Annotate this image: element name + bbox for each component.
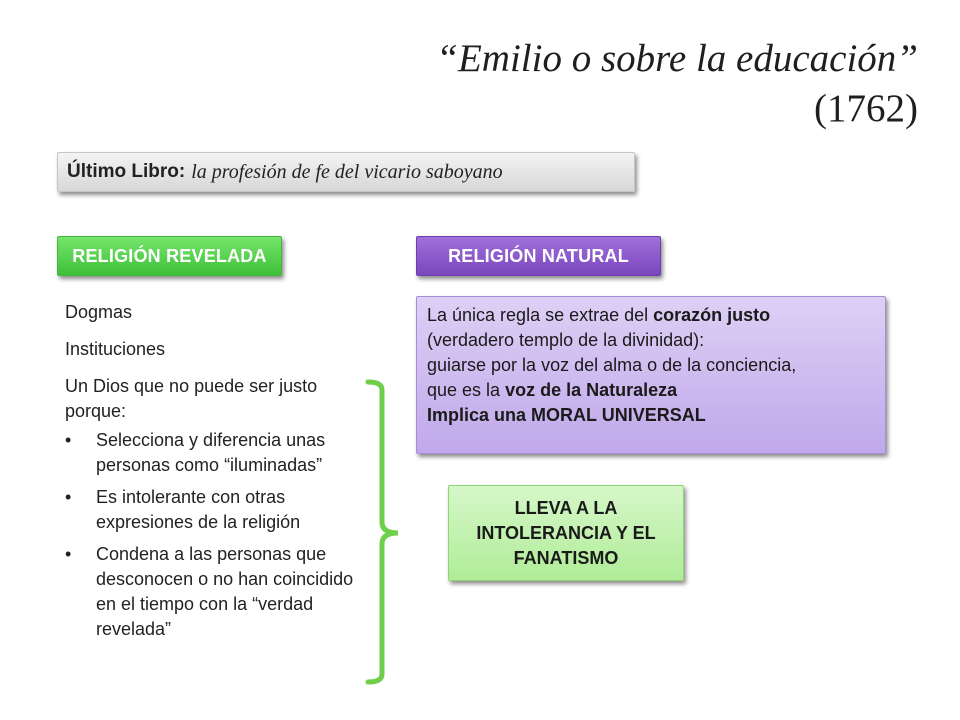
natural-bold-heart: corazón justo <box>653 305 771 325</box>
natural-religion-box <box>416 296 886 454</box>
bracket-icon <box>362 378 402 688</box>
item-institutions: Instituciones <box>65 339 166 359</box>
natural-line-4 <box>427 378 875 403</box>
revealed-religion-list <box>65 300 365 649</box>
last-book-value: la profesión de fe del vicario saboyano <box>191 160 503 183</box>
natural-line-1 <box>427 303 875 328</box>
last-book-label: Último Libro: <box>67 161 186 182</box>
list-item: • Es intolerante con otras expresiones de la religión <box>65 485 365 535</box>
last-book-box <box>57 152 635 192</box>
natural-text: La única regla se extrae del <box>427 305 654 325</box>
natural-bold-moral: Implica una MORAL UNIVERSAL <box>427 405 706 425</box>
item-dogmas: Dogmas <box>65 302 133 322</box>
revealed-religion-header: RELIGIÓN REVELADA <box>57 236 282 276</box>
natural-line-3: guiarse por la voz del alma o de la conciencia, <box>427 355 797 375</box>
natural-line-2: (verdadero templo de la divinidad): <box>427 330 705 350</box>
natural-text: que es la <box>427 380 506 400</box>
slide-title <box>398 34 918 134</box>
list-item: • Condena a las personas que desconocen o no han coincidido en el tiempo con la “verdad revelada” <box>65 542 365 642</box>
consequence-box <box>448 485 684 581</box>
title-text: “Emilio o sobre la educación” <box>436 37 918 80</box>
item-unjust-god: Un Dios que no puede ser justo porque: <box>65 376 318 421</box>
consequence-text: LLEVA A LA INTOLERANCIA Y EL FANATISMO <box>476 497 656 568</box>
list-item: • Selecciona y diferencia unas personas como “iluminadas” <box>65 428 365 478</box>
title-year: (1762) <box>814 87 918 130</box>
natural-bold-nature: voz de la Naturaleza <box>505 380 678 400</box>
natural-line-5 <box>427 403 875 428</box>
natural-religion-header: RELIGIÓN NATURAL <box>416 236 661 276</box>
reasons-list <box>65 428 365 642</box>
